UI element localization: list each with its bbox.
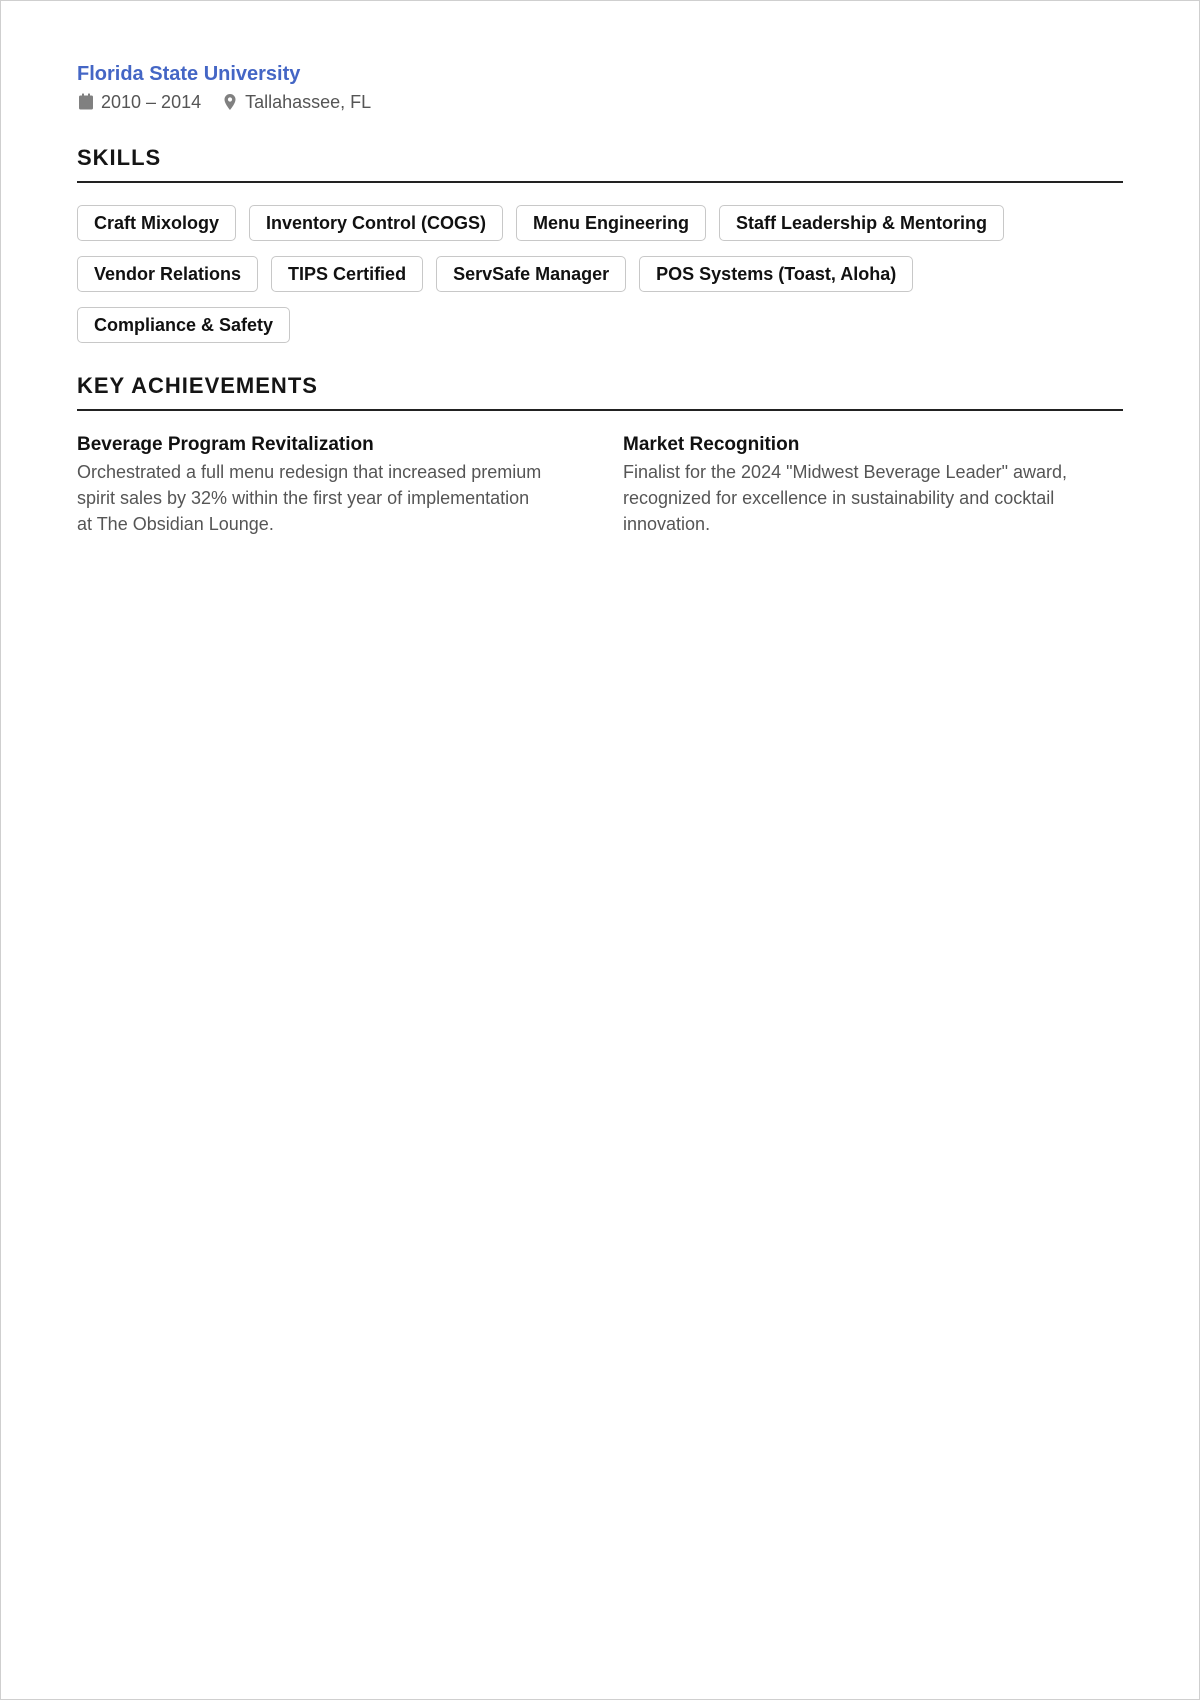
skill-chip: Staff Leadership & Mentoring: [719, 205, 1004, 241]
skills-section: [77, 143, 1123, 343]
skill-chip: Menu Engineering: [516, 205, 706, 241]
skill-chip: TIPS Certified: [271, 256, 423, 292]
skill-chip: Compliance & Safety: [77, 307, 290, 343]
achievement-title: Beverage Program Revitalization: [77, 434, 374, 455]
skill-chip: Inventory Control (COGS): [249, 205, 503, 241]
education-entry: [77, 61, 1123, 115]
skill-chip: ServSafe Manager: [436, 256, 626, 292]
education-dates-text: 2010 – 2014: [101, 91, 202, 112]
education-location: [221, 92, 371, 113]
achievement-description: Finalist for the 2024 "Midwest Beverage Leader" award, recognized for excellence in sustainability and cocktail innovation.: [623, 462, 1068, 534]
achievement-item: [623, 433, 1093, 537]
achievements-list: [77, 433, 1125, 537]
map-pin-icon: [221, 93, 239, 111]
skills-list: [77, 205, 1125, 343]
skill-chip: Vendor Relations: [77, 256, 258, 292]
skill-chip: POS Systems (Toast, Aloha): [639, 256, 913, 292]
achievement-item: [77, 433, 547, 537]
education-dates: [77, 92, 201, 113]
achievement-title: Market Recognition: [623, 434, 800, 455]
achievements-section: [77, 371, 1123, 537]
education-location-text: Tallahassee, FL: [245, 91, 372, 112]
skills-heading: SKILLS: [77, 143, 1123, 183]
achievements-heading: KEY ACHIEVEMENTS: [77, 371, 1123, 411]
calendar-icon: [77, 93, 95, 111]
school-name: Florida State University: [77, 63, 301, 85]
skill-chip: Craft Mixology: [77, 205, 236, 241]
achievement-description: Orchestrated a full menu redesign that increased premium spirit sales by 32% within the first year of implementation at The Obsidian Lounge.: [77, 462, 542, 534]
education-meta: [77, 89, 1123, 115]
